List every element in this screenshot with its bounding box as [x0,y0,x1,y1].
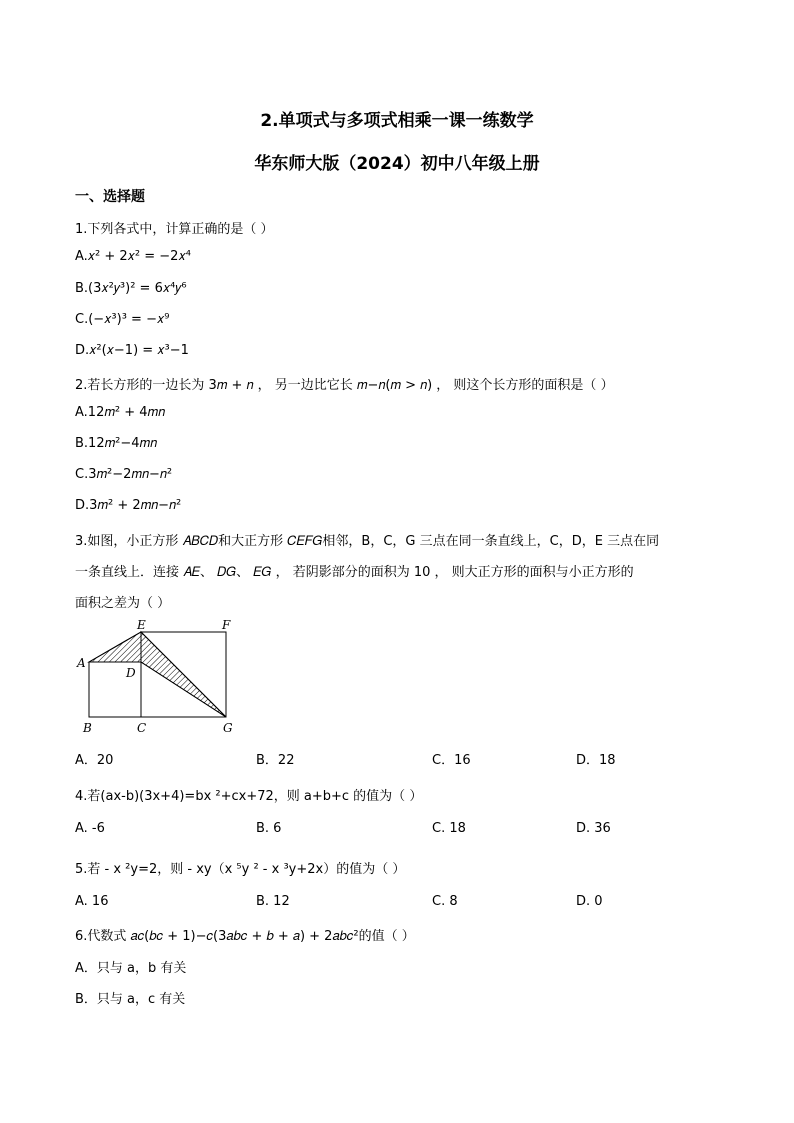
question-6-option-a: A．只与 a，b 有关 [75,961,187,976]
question-1-option-a: A.𝑥² + 2𝑥² = −2𝑥⁴ [75,249,191,264]
question-2-option-c: C.3𝑚²−2𝑚𝑛−𝑛² [75,467,173,482]
question-5-option-d: D. 0 [576,894,603,909]
question-3-option-c: C．16 [432,753,471,768]
question-3-stem-line3: 面积之差为（ ） [75,596,171,611]
question-3-stem-line2: 一条直线上．连接 𝐴𝐸、 𝐷𝐺、 𝐸𝐺 ， 若阴影部分的面积为 10 ， 则大正方形的面积与小正方形的 [75,565,634,580]
document-subtitle: 华东师大版（2024）初中八年级上册 [254,154,540,174]
question-3-option-a: A．20 [75,753,114,768]
question-1-option-c: C.(−𝑥³)³ = −𝑥⁹ [75,312,170,327]
question-5-stem: 5.若 - x ²y=2，则 - xy（x ⁵y ² - x ³y+2x）的值为（ ） [75,862,406,877]
label-f: F [222,618,231,632]
question-4-option-d: D. 36 [576,821,611,836]
question-4-option-a: A. -6 [75,821,105,836]
question-5-option-b: B. 12 [256,894,290,909]
question-5-option-a: A. 16 [75,894,109,909]
question-4-stem: 4.若(ax-b)(3x+4)=bx ²+cx+72，则 a+b+c 的值为（ ） [75,789,423,804]
question-4-option-c: C. 18 [432,821,466,836]
question-2-option-b: B.12𝑚²−4𝑚𝑛 [75,436,158,451]
label-d: D [126,666,136,680]
question-3-stem-line1: 3.如图，小正方形 𝐴𝐵𝐶𝐷和大正方形 𝐶𝐸𝐹𝐺相邻，B，C，G 三点在同一条直线上，C，D，E 三点在同 [75,534,660,549]
question-4-option-b: B. 6 [256,821,282,836]
document-title: 2.单项式与多项式相乘一课一练数学 [260,111,534,131]
label-c: C [137,721,147,735]
question-1-option-d: D.𝑥²(𝑥−1) = 𝑥³−1 [75,343,189,358]
question-6-option-b: B．只与 a，c 有关 [75,992,186,1007]
label-b: B [83,721,92,735]
question-1-option-b: B.(3𝑥²𝑦³)² = 6𝑥⁴𝑦⁶ [75,281,187,296]
question-3-option-d: D．18 [576,753,616,768]
question-1-stem: 1.下列各式中，计算正确的是（ ） [75,222,274,237]
section-heading: 一、选择题 [75,189,145,205]
question-5-option-c: C. 8 [432,894,458,909]
question-2-stem: 2.若长方形的一边长为 3𝑚 + 𝑛 ， 另一边比它长 𝑚−𝑛(𝑚 > 𝑛) ， 则这个长方形的面积是（ ） [75,378,614,393]
question-3-figure [70,616,250,738]
label-g: G [223,721,233,735]
question-2-option-d: D.3𝑚² + 2𝑚𝑛−𝑛² [75,498,182,513]
segment-eg [141,632,226,717]
label-a: A [77,656,86,670]
segment-dg [141,662,226,717]
question-2-option-a: A.12𝑚² + 4𝑚𝑛 [75,405,166,420]
question-3-option-b: B．22 [256,753,295,768]
label-e: E [137,618,146,632]
question-6-stem: 6.代数式 𝑎𝑐(𝑏𝑐 + 1)−𝑐(3𝑎𝑏𝑐 + 𝑏 + 𝑎) + 2𝑎𝑏𝑐²的值（ ） [75,929,415,944]
